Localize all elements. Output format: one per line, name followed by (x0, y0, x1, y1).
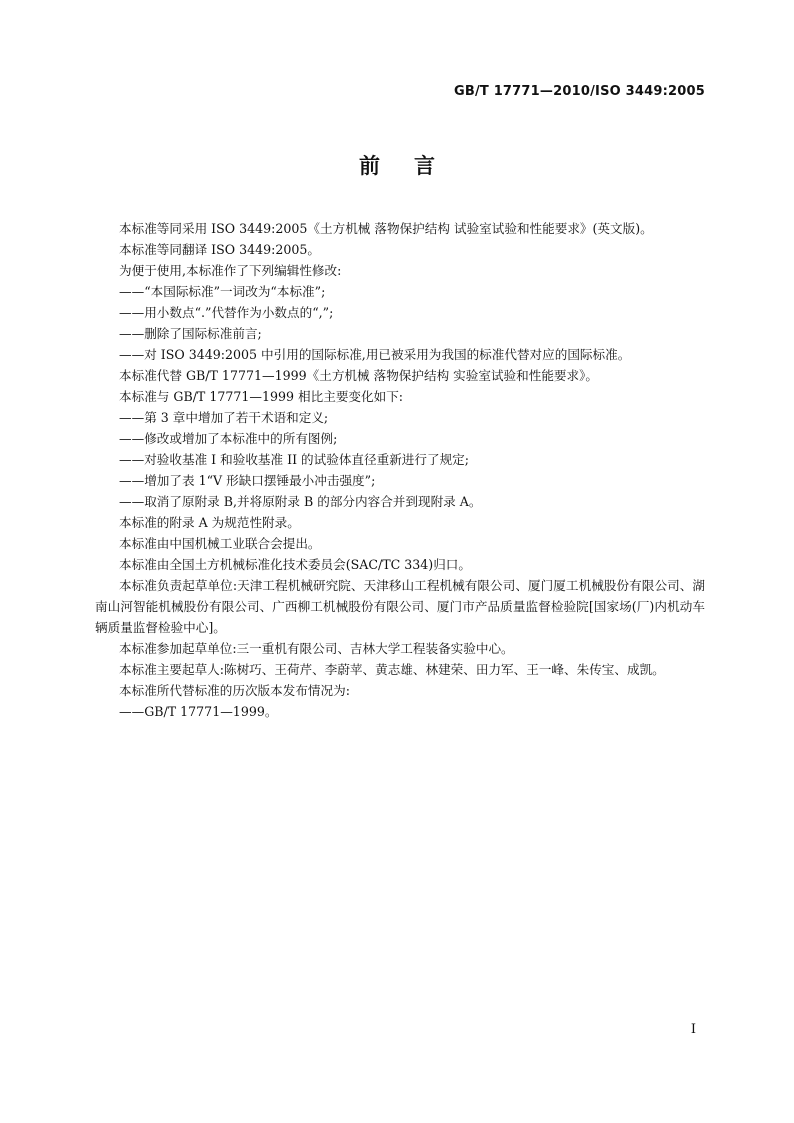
paragraph: 本标准代替 GB/T 17771—1999《土方机械 落物保护结构 实验室试验和性能要求》。 (119, 368, 599, 383)
paragraph: 本标准负责起草单位:天津工程机械研究院、天津移山工程机械有限公司、厦门厦工机械股份有限公司、湖南山河智能机械股份有限公司、广西柳工机械股份有限公司、厦门市产品质量监督检验院[国家场(厂)内机动车辆质量监督检验中心]。 (95, 578, 705, 635)
paragraph: 本标准的附录 A 为规范性附录。 (119, 515, 300, 530)
paragraph: 本标准由全国土方机械标准化技术委员会(SAC/TC 334)归口。 (119, 557, 471, 572)
list-item: ——对验收基准 I 和验收基准 II 的试验体直径重新进行了规定; (119, 452, 470, 467)
paragraph: 本标准参加起草单位:三一重机有限公司、吉林大学工程装备实验中心。 (119, 641, 514, 656)
list-item: ——对 ISO 3449:2005 中引用的国际标准,用已被采用为我国的标准代替对应的国际标准。 (119, 347, 631, 362)
list-item: ——用小数点“.”代替作为小数点的“,”; (119, 305, 334, 320)
page-number: I (690, 1022, 696, 1037)
foreword-body (95, 218, 705, 722)
paragraph: 本标准由中国机械工业联合会提出。 (119, 536, 321, 551)
paragraph: 本标准等同翻译 ISO 3449:2005。 (119, 242, 321, 257)
paragraph: 本标准等同采用 ISO 3449:2005《土方机械 落物保护结构 试验室试验和性能要求》(英文版)。 (119, 221, 653, 236)
list-item: ——取消了原附录 B,并将原附录 B 的部分内容合并到现附录 A。 (119, 494, 482, 509)
list-item: ——“本国际标准”一词改为“本标准”; (119, 284, 326, 299)
list-item: ——增加了表 1“V 形缺口摆锤最小冲击强度”; (119, 473, 376, 488)
list-item: ——删除了国际标准前言; (119, 326, 262, 341)
paragraph: 本标准主要起草人:陈树巧、王荷芹、李蔚苹、黄志雄、林建荣、田力军、王一峰、朱传宝、成凯。 (119, 662, 665, 677)
document-code: GB/T 17771—2010/ISO 3449:2005 (453, 84, 705, 99)
list-item: ——GB/T 17771—1999。 (119, 704, 278, 719)
page-title: 前言 (359, 154, 469, 178)
list-item: ——第 3 章中增加了若干术语和定义; (119, 410, 329, 425)
list-item: ——修改或增加了本标准中的所有图例; (119, 431, 338, 446)
paragraph: 为便于使用,本标准作了下列编辑性修改: (119, 263, 342, 278)
paragraph: 本标准与 GB/T 17771—1999 相比主要变化如下: (119, 389, 404, 404)
paragraph: 本标准所代替标准的历次版本发布情况为: (119, 683, 350, 698)
